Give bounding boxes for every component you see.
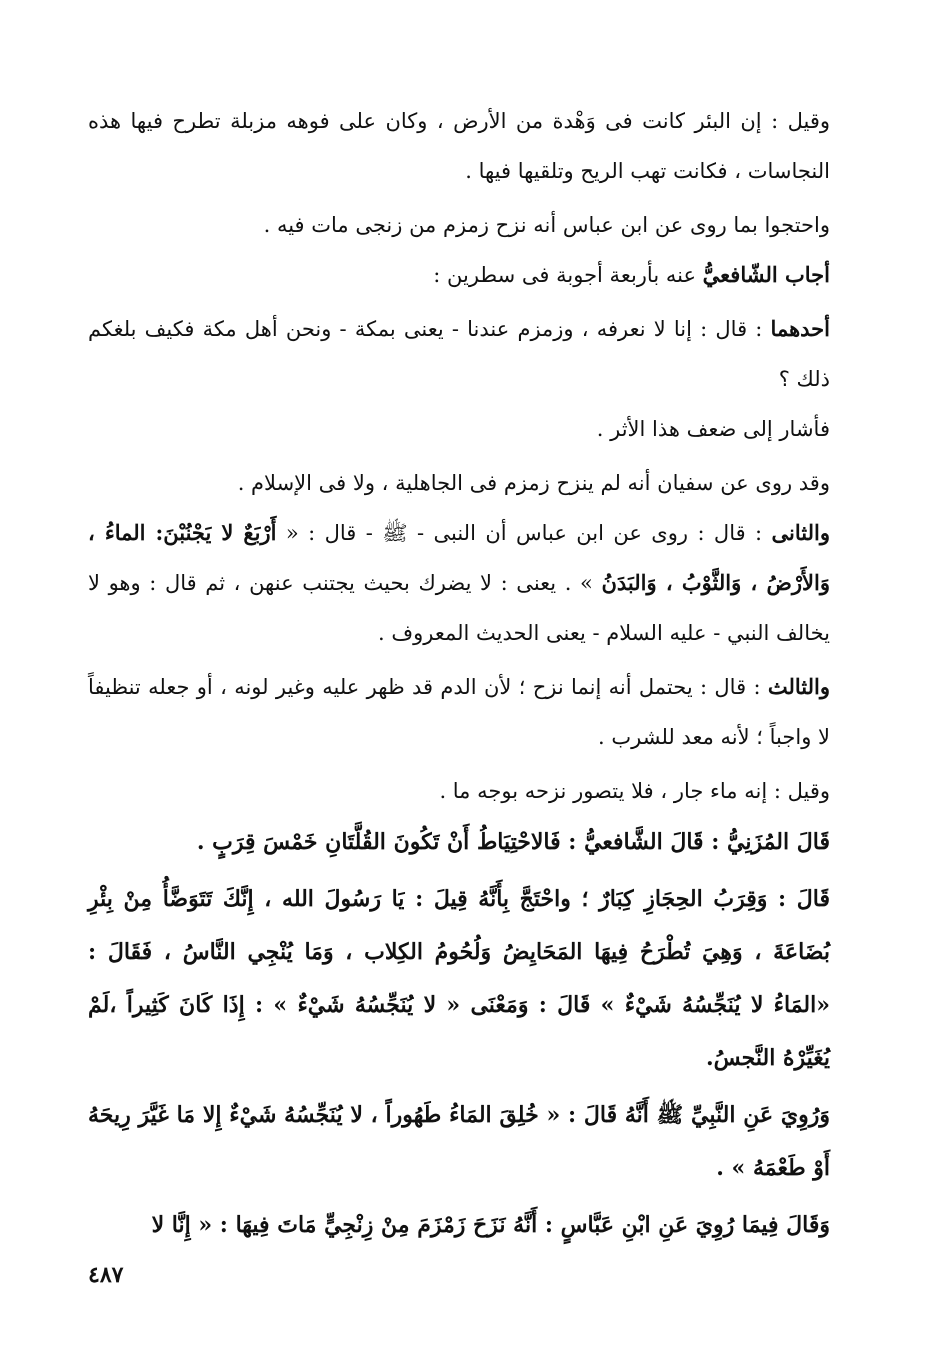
paragraph-water-purity-hadith [88, 1089, 830, 1195]
paragraph-text: وقد روى عن سفيان أنه لم ينزح زمزم فى الجاهلية ، ولا فى الإسلام . [237, 471, 830, 495]
paragraph-lead: والثالث [767, 674, 830, 699]
body-text [88, 96, 830, 1252]
paragraph-budaah-well [88, 873, 830, 1085]
paragraph-ibn-abbas-argument [88, 200, 830, 250]
paragraph-shafii-answers [88, 250, 830, 300]
paragraph-well-depression [88, 96, 830, 196]
paragraph-text: : قال : روى عن ابن عباس أن النبى - ﷺ - قال : « [276, 521, 772, 545]
paragraph-tail: » . يعنى : لا يضرك بحيث يجتنب عنهن ، ثم قال : وهو لا يخالف النبي - عليه السلام - يعنى الحديث المعروف . [88, 571, 830, 645]
paragraph-text: واحتجوا بما روى عن ابن عباس أنه نزح زمزم من زنجى مات فيه . [263, 213, 830, 237]
matn-text: وَقَالَ فِيمَا رُوِيَ عَنِ ابْنِ عَبَّاسٍ : أَنَّهُ نَزَحَ زَمْزَمَ مِنْ زِنْجِيٍّ مَاتَ فِيهَا : « إِنَّا لا [151, 1212, 830, 1238]
paragraph-lead: والثانى [771, 520, 830, 545]
paragraph-lead: أجاب الشّافعيُّ [702, 262, 830, 287]
matn-text: قَالَ : وَقِرَبُ الحِجَازِ كِبَارٌ ؛ واحْتَجَّ بِأَنَّهُ قِيلَ : يَا رَسُولَ الله ، إِنَّكَ تَتَوَضَّأُ مِنْ بِئْرِ بُضَاعَةَ ، وَهِيَ تُطْرَحُ فِيهَا المَحَايِضُ وَلُحُومُ الكِلاب ، وَمَا يُنْجِي النَّاسُ ، فَقَالَ : «المَاءُ لا يُنَجِّسُهُ شَيْءٌ » قَالَ : وَمَعْنَى « لا يُنَجِّسُهُ شَيْءٌ » : إِذَا كَانَ كَثِيراً ،لَمْ يُغَيِّرْهُ النَّجسُ. [88, 886, 830, 1071]
page-number: ٤٨٧ [88, 1262, 124, 1288]
paragraph-ibn-abbas-narration [88, 1199, 830, 1252]
paragraph-text: وقيل : إن البئر كانت فى وَهْدة من الأرض ، وكان على فوهه مزبلة تطرح فيها هذه النجاسات ، فكانت تهب الريح وتلقيها فيها . [88, 109, 830, 183]
paragraph-weakness [88, 404, 830, 454]
paragraph-text: وقيل : إنه ماء جار ، فلا يتصور نزحه بوجه ما . [439, 779, 830, 803]
paragraph-text: فأشار إلى ضعف هذا الأثر . [596, 417, 830, 441]
paragraph-muzani-quote [88, 816, 830, 869]
matn-text: وَرُوِيَ عَنِ النَّبِيِّ ﷺ أَنَّهُ قَالَ : « خُلِقَ المَاءُ طَهُوراً ، لا يُنَجِّسُهُ شَيْءٌ إِلا مَا غَيَّرَ رِيحَهُ أَوْ طَعْمَهُ » . [88, 1102, 830, 1181]
paragraph-sufyan [88, 458, 830, 508]
paragraph-second-answer [88, 508, 830, 658]
paragraph-text: : قال : يحتمل أنه إنما نزح ؛ لأن الدم قد ظهر عليه وغير لونه ، أو جعله تنظيفاً لا واجباً ؛ لأنه معد للشرب . [88, 675, 830, 749]
paragraph-text: عنه بأربعة أجوبة فى سطرين : [433, 263, 703, 287]
matn-text: قَالَ المُزَنِيُّ : قَالَ الشَّافعيُّ : فَالاحْتِيَاطُ أَنْ تَكُونَ القُلَّتَانِ خَمْسَ قِرَبٍ . [196, 829, 830, 855]
paragraph-first-answer [88, 304, 830, 404]
paragraph-lead: أحدهما [770, 316, 830, 341]
hadith-quote: أَرْبَعٌ لا يَجْنُبْنَ: الماءُ ، وَالأَرْضُ ، وَالثَّوْبُ ، وَالبَدَنُ [88, 520, 830, 595]
paragraph-text: : قال : إنا لا نعرفه ، وزمزم عندنا - يعنى بمكة - ونحن أهل مكة فكيف بلغكم ذلك ؟ [88, 317, 830, 391]
paragraph-running-water [88, 766, 830, 816]
paragraph-third-answer [88, 662, 830, 762]
